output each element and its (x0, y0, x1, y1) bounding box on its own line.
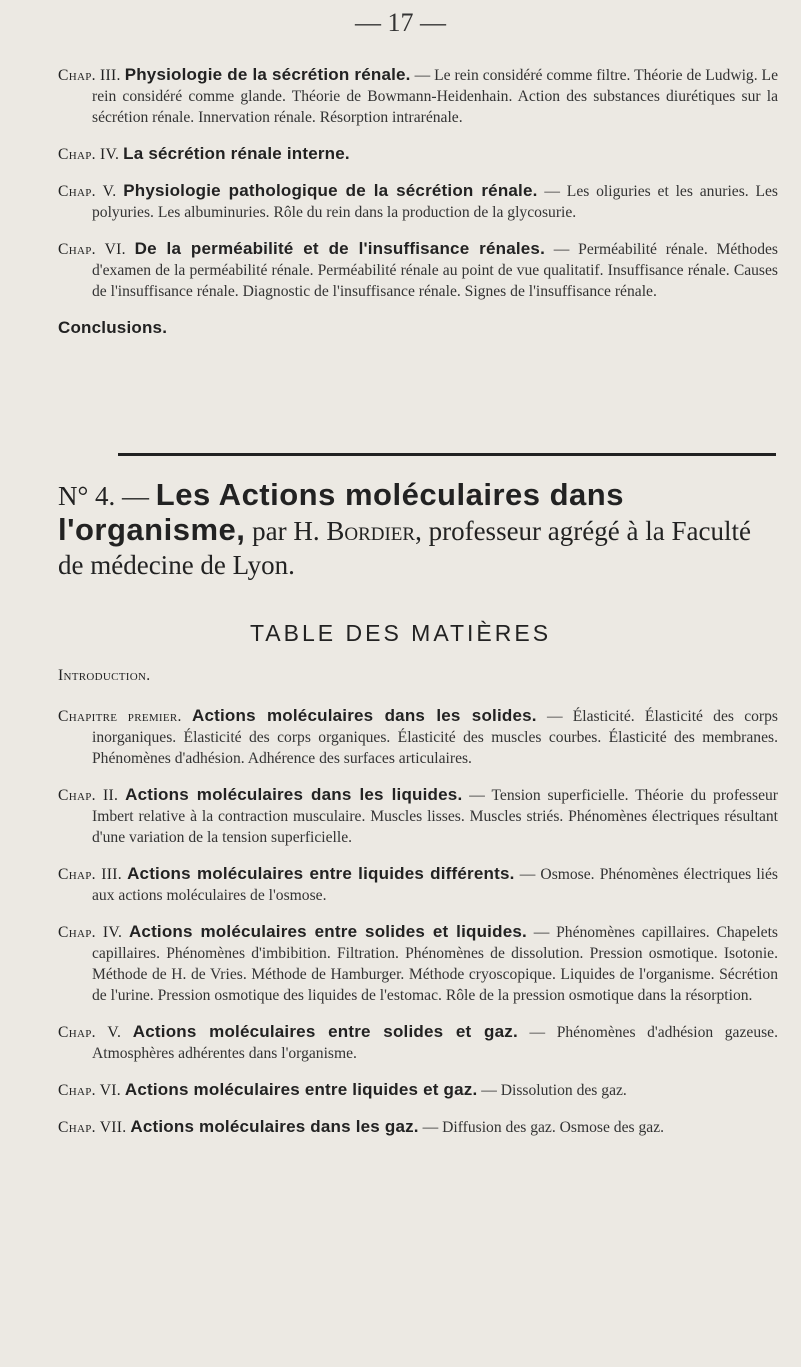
chapter-entry (58, 238, 778, 302)
chapter-entry (58, 921, 778, 1006)
chapter-body: — Le rein considéré comme filtre. Théorie de Ludwig. Le rein considéré comme glande. Théorie de Bowmann-Heidenhain. Action des substances diurétiques sur la sécrétion rénale. Innervation rénale. Résorption intrarénale. (92, 67, 778, 126)
chapter-body: — Osmose. Phénomènes électriques liés aux actions moléculaires de l'osmose. (92, 866, 778, 904)
chapter-entry (58, 64, 778, 128)
chapter-heading: Actions moléculaires entre solides et liquides. (128, 922, 527, 941)
work-title (58, 478, 778, 582)
chapter-body: — Dissolution des gaz. (481, 1082, 627, 1099)
chapter-entry (58, 180, 778, 223)
chapter-body: — Tension superficielle. Théorie du professeur Imbert relative à la contraction musculaire. Muscles lisses. Muscles striés. Phénomènes électriques résultant d'une variation de la tension superficielle. (92, 787, 778, 846)
chapter-label: Chap. III. (58, 866, 122, 883)
chapter-heading: Actions moléculaires entre liquides différents. (127, 864, 515, 883)
chapter-body: — Élasticité. Élasticité des corps inorganiques. Élasticité des corps organiques. Élasticité des muscles courbes. Élasticité des membranes. Phénomènes d'adhésion. Adhérence des surfaces articulaires. (92, 708, 778, 767)
chapter-label: Chap. II. (58, 787, 119, 804)
chapter-body: — Perméabilité rénale. Méthodes d'examen de la perméabilité rénale. Perméabilité rénale au point de vue qualitatif. Insuffisance rénale. Causes de l'insuffisance rénale. Diagnostic de l'insuffisance rénale. Signes de l'insuffisance rénale. (92, 241, 778, 300)
introduction: Introduction. (58, 667, 151, 684)
chapter-label: Chap. VI. (58, 241, 126, 258)
chapter-heading: Physiologie pathologique de la sécrétion rénale. (123, 181, 538, 200)
work-by: par H. (252, 516, 320, 546)
toc-list (58, 665, 778, 1153)
chapter-label: Chap. III. (58, 67, 121, 84)
chapter-body: — Phénomènes capillaires. Chapelets capillaires. Phénomènes d'imbibition. Filtration. Phénomènes de dissolution. Pression osmotique. Isotonie. Méthode de H. de Vries. Méthode de Hamburger. Méthode cryoscopique. Liquides de l'organisme. Sécrétion de l'urine. Pression osmotique des liquides de l'estomac. Rôle de la pression osmotique dans la résorption. (92, 924, 778, 1004)
chapter-heading: De la perméabilité et de l'insuffisance rénales. (134, 239, 546, 258)
chapter-label: Chap. IV. (58, 924, 123, 941)
work-author: Bordier, (326, 516, 422, 546)
toc-title: TABLE DES MATIÈRES (249, 620, 552, 646)
chapter-label: Chap. IV. (58, 146, 120, 163)
section-divider (118, 453, 776, 456)
chapter-label: Chap. VI. (58, 1082, 121, 1099)
chapter-heading: Actions moléculaires dans les gaz. (130, 1117, 419, 1136)
work-dash: — (122, 481, 150, 511)
chapter-entry (58, 1021, 778, 1064)
chapter-body: — Diffusion des gaz. Osmose des gaz. (422, 1119, 665, 1136)
chapter-entry (58, 863, 778, 906)
chapter-label: Chapitre premier. (58, 708, 182, 725)
chapter-heading: Actions moléculaires entre liquides et gaz. (124, 1080, 478, 1099)
chapter-entry (58, 143, 778, 165)
chapter-label: Chap. VII. (58, 1119, 127, 1136)
chapter-heading: La sécrétion rénale interne. (123, 144, 350, 163)
chapter-entry (58, 1079, 778, 1101)
chapter-entry (58, 784, 778, 848)
work-main-title: Les Actions moléculaires dans l'organisme, (58, 477, 624, 547)
chapter-label: Chap. V. (58, 1024, 122, 1041)
chapter-entry (58, 1116, 778, 1138)
chapter-heading: Actions moléculaires dans les liquides. (125, 785, 463, 804)
page-number: — 17 — (355, 8, 446, 37)
top-chapter-list (58, 64, 778, 339)
conclusions: Conclusions. (58, 318, 168, 337)
chapter-heading: Actions moléculaires dans les solides. (191, 706, 537, 725)
chapter-label: Chap. V. (58, 183, 117, 200)
chapter-heading: Physiologie de la sécrétion rénale. (124, 65, 411, 84)
chapter-body: — Phénomènes d'adhésion gazeuse. Atmosphères adhérentes dans l'organisme. (92, 1024, 779, 1062)
chapter-heading: Actions moléculaires entre solides et gaz. (132, 1022, 518, 1041)
chapter-entry (58, 705, 778, 769)
chapter-body: — Les oliguries et les anuries. Les polyuries. Les albuminuries. Rôle du rein dans la production de la glycosurie. (92, 183, 778, 221)
work-rest: professeur agrégé à la Faculté de médecine de Lyon. (58, 516, 751, 580)
work-number: N° 4. (58, 481, 116, 511)
